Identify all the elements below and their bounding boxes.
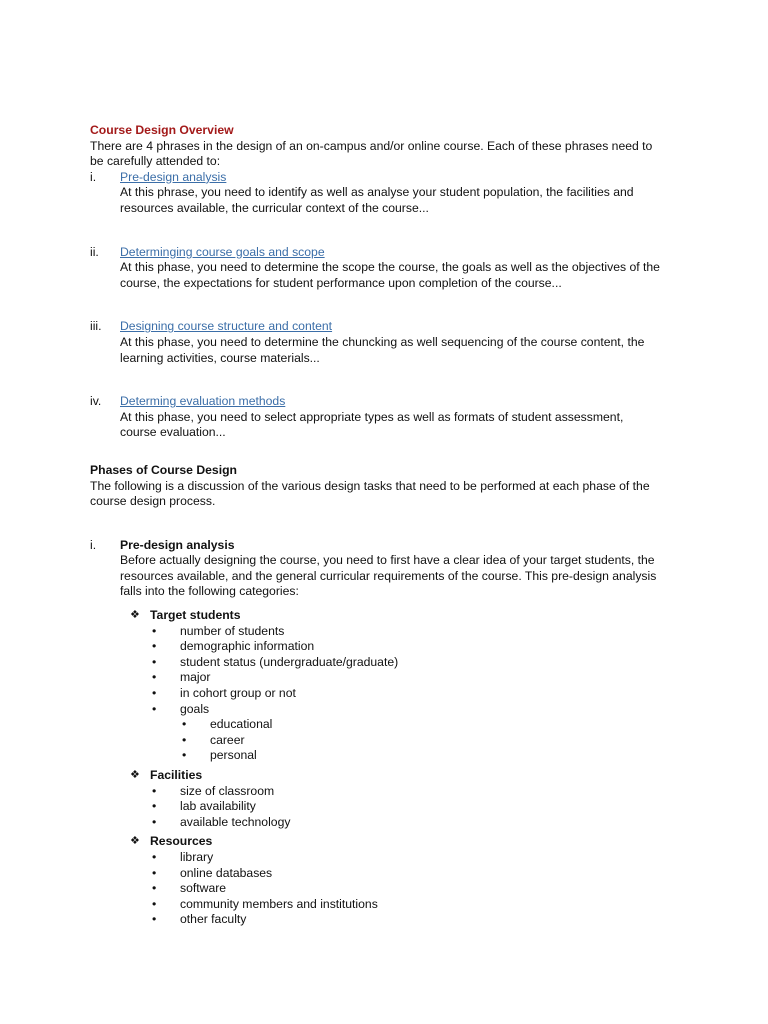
link-course-goals-scope[interactable]: Determinging course goals and scope [120, 244, 325, 259]
overview-intro-line: be carefully attended to: [90, 154, 221, 169]
bullet-icon: • [152, 881, 157, 896]
item-description: resources available, the curricular context of the course... [120, 200, 429, 215]
phases-intro-line: The following is a discussion of the various design tasks that need to be performed at each phase of the [90, 478, 650, 493]
list-item: • available technology [152, 814, 291, 829]
bullet-icon: • [152, 814, 157, 829]
list-item: • number of students [152, 623, 285, 638]
list-item: • student status (undergraduate/graduate) [152, 654, 399, 669]
category-label: Resources [150, 834, 213, 849]
diamond-bullet-icon: ❖ [130, 609, 140, 622]
link-course-structure-content[interactable]: Designing course structure and content [120, 319, 333, 334]
bullet-icon: • [182, 732, 187, 747]
overview-item-4 [90, 394, 690, 441]
overview-item-2 [90, 245, 690, 292]
item-description: At this phase, you need to determine the scope the course, the goals as well as the objectives of the [120, 260, 660, 275]
bullet-icon: • [182, 748, 187, 763]
bullet-icon: • [152, 670, 157, 685]
list-number: iv. [90, 394, 102, 409]
list-number: i. [90, 537, 97, 552]
overview-item-3 [90, 319, 690, 366]
list-item: • in cohort group or not [152, 686, 296, 701]
list-item: • lab availability [152, 799, 256, 814]
item-description: At this phase, you need to select appropriate types as well as formats of student assessment, [120, 409, 624, 424]
category-target-students [90, 608, 690, 624]
bullet-icon: • [152, 623, 157, 638]
list-number: i. [90, 169, 97, 184]
phase-title: Pre-design analysis [120, 537, 235, 552]
link-pre-design-analysis[interactable]: Pre-design analysis [120, 169, 227, 184]
list-number: ii. [90, 244, 99, 259]
list-item: • goals [152, 701, 210, 716]
overview-item-1 [90, 170, 690, 217]
list-item: • other faculty [152, 912, 247, 927]
phase-item-1 [90, 538, 690, 600]
list-item: • software [152, 881, 227, 896]
overview-heading: Course Design Overview [90, 123, 234, 137]
bullet-icon: • [152, 654, 157, 669]
bullet-icon: • [152, 799, 157, 814]
overview-intro-line: There are 4 phrases in the design of an on-campus and/or online course. Each of these phrases need to [90, 138, 653, 153]
item-description: learning activities, course materials... [120, 350, 320, 365]
bullet-icon: • [152, 896, 157, 911]
list-item: • size of classroom [152, 783, 275, 798]
list-item: • library [152, 849, 214, 864]
link-evaluation-methods[interactable]: Determing evaluation methods [120, 394, 286, 409]
list-number: iii. [90, 319, 102, 334]
list-item: • demographic information [152, 639, 315, 654]
item-description: course evaluation... [120, 425, 226, 440]
phases-intro-line: course design process. [90, 494, 216, 509]
bullet-icon: • [152, 783, 157, 798]
list-item: • major [152, 670, 211, 685]
bullet-icon: • [182, 717, 187, 732]
category-resources [90, 834, 690, 850]
bullet-icon: • [152, 849, 157, 864]
bullet-icon: • [152, 912, 157, 927]
item-description: At this phrase, you need to identify as well as analyse your student population, the facilities and [120, 185, 634, 200]
diamond-bullet-icon: ❖ [130, 769, 140, 781]
bullet-icon: • [152, 686, 157, 701]
sub-list-item: • personal [182, 748, 257, 763]
sub-list-item: • educational [182, 717, 273, 732]
phase-description: falls into the following categories: [120, 584, 299, 599]
item-description: course, the expectations for student performance upon completion of the course... [120, 275, 562, 290]
category-label: Target students [150, 608, 241, 623]
category-facilities [90, 768, 690, 784]
phases-heading: Phases of Course Design [90, 462, 237, 477]
bullet-icon: • [152, 639, 157, 654]
document-body [90, 123, 690, 928]
phase-description: Before actually designing the course, you need to first have a clear idea of your target students, the [120, 553, 655, 568]
phase-description: resources available, and the general curricular requirements of the course. This pre-design analysis [120, 568, 657, 583]
sub-list-item: • career [182, 732, 245, 747]
list-item: • online databases [152, 865, 273, 880]
list-item: • community members and institutions [152, 896, 378, 911]
bullet-icon: • [152, 701, 157, 716]
item-description: At this phase, you need to determine the chuncking as well sequencing of the course content, the [120, 334, 645, 349]
diamond-bullet-icon: ❖ [130, 835, 140, 848]
category-label: Facilities [150, 768, 203, 782]
bullet-icon: • [152, 865, 157, 880]
